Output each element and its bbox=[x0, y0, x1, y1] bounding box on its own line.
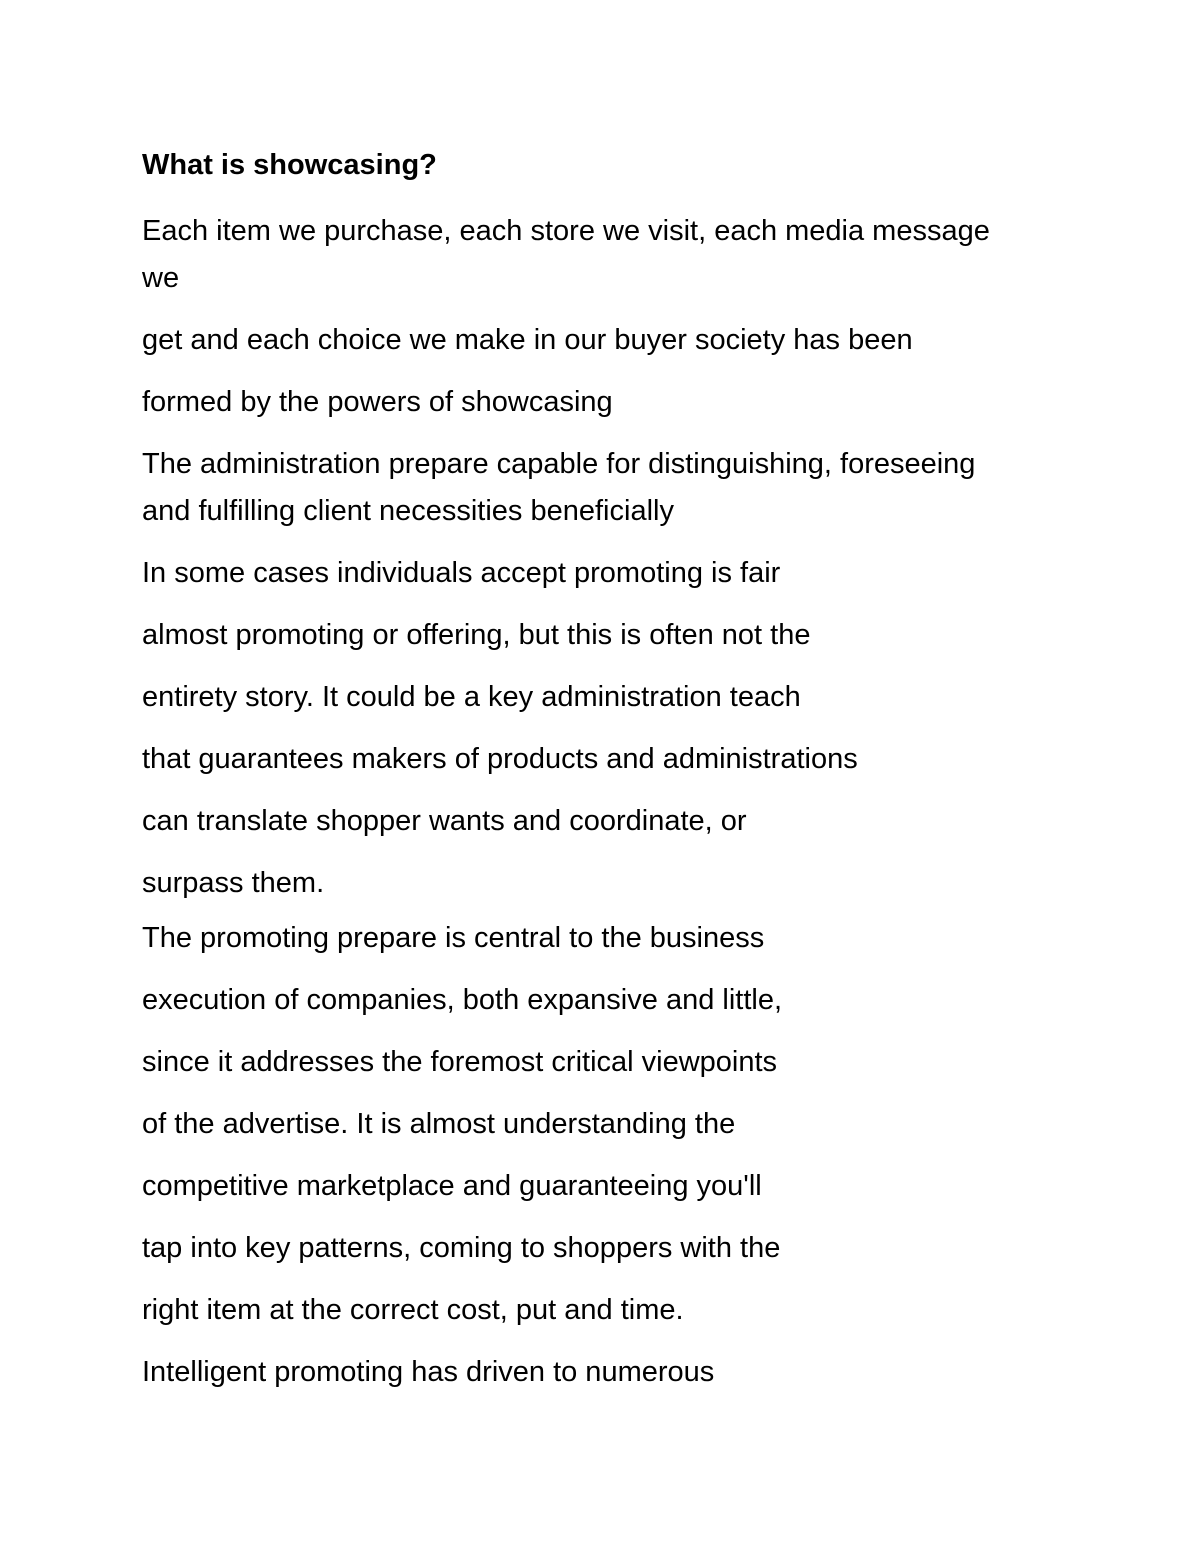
paragraph-line: competitive marketplace and guaranteeing you'll bbox=[142, 1170, 762, 1202]
paragraph-line: formed by the powers of showcasing bbox=[142, 386, 613, 418]
paragraph-line: right item at the correct cost, put and time. bbox=[142, 1294, 684, 1326]
paragraph-line: surpass them. bbox=[142, 867, 325, 899]
document-body bbox=[142, 146, 1042, 1411]
paragraph-line: almost promoting or offering, but this is often not the bbox=[142, 619, 811, 651]
paragraph-line: Intelligent promoting has driven to numerous bbox=[142, 1356, 715, 1388]
paragraph-line: The promoting prepare is central to the business bbox=[142, 922, 765, 954]
paragraph-line: The administration prepare capable for distinguishing, foreseeing and fulfilling client necessities beneficially bbox=[142, 448, 976, 527]
paragraph-line: entirety story. It could be a key administration teach bbox=[142, 681, 801, 713]
paragraph-line: In some cases individuals accept promoting is fair bbox=[142, 557, 781, 589]
paragraph-line: get and each choice we make in our buyer society has been bbox=[142, 324, 913, 356]
paragraph-line: Each item we purchase, each store we visit, each media message we bbox=[142, 215, 990, 294]
paragraph-line: that guarantees makers of products and administrations bbox=[142, 743, 858, 775]
paragraph-line: tap into key patterns, coming to shoppers with the bbox=[142, 1232, 781, 1264]
paragraph-line: since it addresses the foremost critical viewpoints bbox=[142, 1046, 778, 1078]
paragraph-line: can translate shopper wants and coordinate, or bbox=[142, 805, 747, 837]
document-heading: What is showcasing? bbox=[142, 149, 437, 181]
paragraph-line: execution of companies, both expansive and little, bbox=[142, 984, 783, 1016]
paragraph-line: of the advertise. It is almost understanding the bbox=[142, 1108, 736, 1140]
